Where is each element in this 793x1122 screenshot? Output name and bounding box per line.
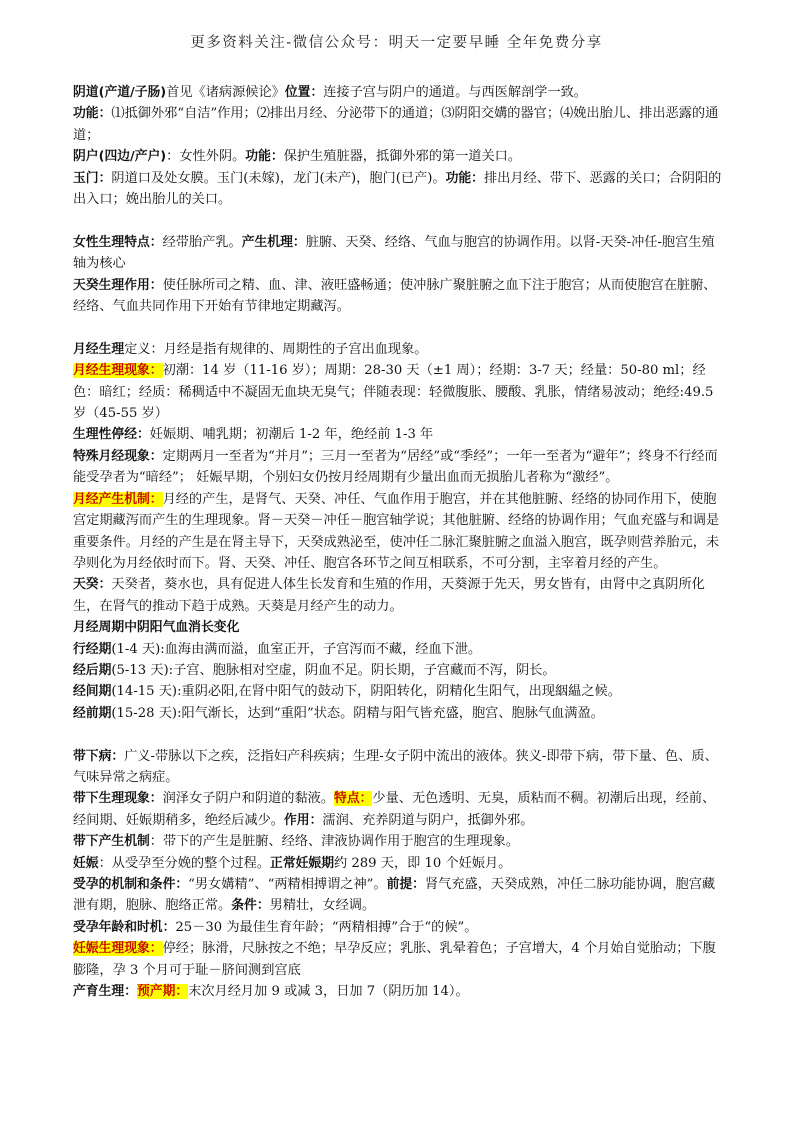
term-label: 月经生理 — [73, 341, 125, 357]
paragraph — [73, 639, 723, 660]
term-label: 阴道(产道/子肠) — [73, 85, 167, 100]
paragraph — [73, 82, 723, 103]
body-text: 肾气充盛，天癸成熟，冲任二脉功能协调，胞宫藏泄有期，胞脉、胞络正常。 — [73, 876, 716, 914]
highlighted-term: 特点： — [334, 791, 373, 807]
term-label: 作用： — [284, 812, 323, 828]
body-text: 少量、无色透明、无臭，质粘而不稠。初潮后出现，经前、经间期、妊娠期稍多，绝经后减少。 — [73, 791, 716, 828]
paragraph — [73, 232, 723, 275]
body-text: (1-4 天):血海由满而溢，血室正开，子宫泻而不藏，经血下泄。 — [111, 641, 482, 657]
term-label: 天癸生理作用： — [73, 277, 163, 293]
body-text: 定义：月经是指有规律的、周期性的子宫出血现象。 — [124, 341, 428, 357]
body-text: 排出月经、带下、恶露的关口；合阴阳的出入口；娩出胎儿的关口。 — [73, 170, 722, 208]
body-text: (5-13 天):子宫、胞脉相对空虚，阴血不足。阴长期，子宫藏而不泻，阴长。 — [111, 662, 556, 678]
term-label: 功能： — [73, 106, 112, 122]
paragraph — [73, 360, 723, 424]
term-label: 带下生理现象： — [73, 791, 163, 807]
term-label: 特殊月经现象： — [73, 448, 163, 464]
term-label: 带下产生机制 — [73, 834, 150, 850]
body-text: 停经；脉滑，尺脉按之不绝；早孕反应；乳胀、乳晕着色；子宫增大，4 个月始自觉胎动；下腹膨隆，孕 3 个月可于耻－脐间测到宫底 — [73, 941, 716, 978]
body-text: 定期两月一至者为“并月”；三月一至者为“居经”或“季经”；一年一至者为“避年”；终身不行经而能受孕者为“暗经”； 妊娠早期，个别妇女仍按月经周期有少量出血而无损胎儿者称为“激经”。 — [73, 448, 718, 486]
body-text: 男精壮，女经调。 — [269, 898, 376, 914]
highlighted-term: 预产期： — [136, 984, 189, 1000]
term-label: 阴户(四边/产户) — [73, 149, 167, 165]
term-label: 受孕的机制和条件： — [73, 876, 189, 892]
term-label: 妊娠 — [73, 855, 99, 871]
paragraph — [73, 424, 723, 445]
body-text: 月经的产生，是肾气、天癸、冲任、气血作用于胞宫，并在其他脏腑、经络的协同作用下，使胞宫定期藏泻而产生的生理现象。肾－天癸－冲任－胞宫轴学说；其他脏腑、经络的协调作用；气血充盛与和调是重要条件。月经的产生是在肾主导下，天癸成熟泌至，使冲任二脉汇聚脏腑之血溢入胞宫，既孕则营养胎元，未孕则化为月经依时而下。肾、天癸、冲任、胞宫各环节之间互相联系，不可分割，主宰着月经的产生。 — [73, 491, 720, 571]
body-text: 濡润、充养阴道与阴户，抵御外邪。 — [322, 812, 534, 828]
term-label: 产生机理： — [241, 234, 306, 250]
term-label: 产育生理： — [73, 984, 137, 1000]
body-text: 末次月经月加 9 或减 3，日加 7（阴历加 14）。 — [188, 984, 469, 1000]
term-label: 女性生理特点： — [73, 234, 163, 250]
term-label: 经后期 — [73, 662, 112, 678]
term-label: 生理性停经： — [73, 427, 150, 443]
paragraph — [73, 981, 723, 1002]
term-label: 玉门： — [73, 170, 112, 186]
paragraph — [73, 617, 723, 638]
body-text: 脏腑、天癸、经络、气血与胞宫的协调作用。以肾-天癸-冲任-胞宫生殖轴为核心 — [73, 234, 715, 272]
paragraph-gap — [73, 317, 723, 338]
body-text: 25－30 为最佳生育年龄；“两精相搏”合于“的候”。 — [175, 919, 478, 935]
body-text: 天癸者，葵水也，具有促进人体生长发育和生殖的作用，天葵源于先天，男女皆有，由肾中之真阴所化生，在肾气的推动下趋于成熟。天葵是月经产生的动力。 — [73, 577, 705, 614]
term-label: 经前期 — [73, 705, 112, 721]
term-label: 功能： — [245, 149, 284, 165]
paragraph-gap — [73, 210, 723, 231]
term-label: 月经周期中阴阳气血消长变化 — [73, 620, 240, 636]
body-text: 约 289 天，即 10 个妊娠月。 — [334, 855, 512, 871]
highlighted-term: 月经产生机制： — [73, 491, 163, 507]
term-label: 前提： — [386, 876, 425, 892]
body-text: 使任脉所司之精、血、津、液旺盛畅通；使冲脉广聚脏腑之血下注于胞宫；从而使胞宫在脏腑、经络、气血共同作用下开始有节律地定期藏泻。 — [73, 277, 717, 315]
paragraph — [73, 574, 723, 617]
term-label: 正常妊娠期 — [270, 855, 335, 871]
term-label: 位置： — [284, 85, 324, 100]
paragraph — [73, 168, 723, 211]
paragraph — [73, 853, 723, 874]
body-text: ⑴抵御外邪“自洁”作用；⑵排出月经、分泌带下的通道；⑶阴阳交媾的器官；⑷娩出胎儿、排出恶露的通道； — [73, 106, 719, 143]
paragraph — [73, 788, 723, 831]
body-text: 首见《诸病源候论》 — [166, 85, 285, 100]
body-text: 连接子宫与阴户的通道。与西医解剖学一致。 — [323, 85, 587, 100]
paragraph — [73, 746, 723, 789]
paragraph — [73, 831, 723, 852]
term-label: 带下病： — [73, 748, 125, 764]
body-text: “男女媾精”、“两精相搏谓之神”。 — [188, 876, 387, 892]
term-label: 天癸： — [73, 577, 112, 593]
body-text: ：女性外阴。 — [166, 149, 246, 165]
paragraph — [73, 660, 723, 681]
body-text: 阴道口及处女膜。玉门(未嫁)，龙门(未产)，胞门(已产)。 — [111, 170, 446, 186]
paragraph — [73, 339, 723, 360]
term-label: 条件： — [231, 898, 270, 914]
term-label: 经间期 — [73, 684, 112, 700]
body-text: (15-28 天):阳气渐长，达到“重阳”状态。阴精与阳气皆充盛，胞宫、胞脉气血满盈。 — [111, 705, 604, 721]
body-text: ：从受孕至分娩的整个过程。 — [98, 855, 271, 871]
highlighted-term: 月经生理现象： — [73, 363, 163, 379]
body-text: 保护生殖脏器，抵御外邪的第一道关口。 — [283, 149, 522, 165]
body-text: 经带胎产乳。 — [162, 234, 242, 250]
paragraph — [73, 446, 723, 489]
term-label: 受孕年龄和时机： — [73, 919, 176, 935]
paragraph — [73, 275, 723, 318]
body-text: ：带下的产生是脏腑、经络、津液协调作用于胞宫的生理现象。 — [149, 834, 520, 850]
paragraph — [73, 938, 723, 981]
term-label: 行经期 — [73, 641, 112, 657]
body-text: (14-15 天):重阴必阳,在肾中阳气的鼓动下，阴阳转化，阴精化生阳气，出现絪緼之候。 — [111, 684, 621, 700]
body-text: 广义-带脉以下之疾，泛指妇产科疾病；生理-女子阴中流出的液体。狭义-即带下病，带下量、色、质、气味异常之病症。 — [73, 748, 718, 785]
paragraph — [73, 917, 723, 938]
paragraph — [73, 103, 723, 146]
highlighted-term: 妊娠生理现象： — [73, 941, 163, 957]
paragraph — [73, 703, 723, 724]
body-text: 润泽女子阴户和阴道的黏液。 — [162, 791, 335, 807]
paragraph — [73, 489, 723, 575]
document-body — [73, 82, 723, 1002]
body-text: 妊娠期、哺乳期；初潮后 1-2 年，绝经前 1-3 年 — [149, 427, 434, 443]
term-label: 功能： — [445, 170, 484, 186]
paragraph — [73, 874, 723, 917]
paragraph-gap — [73, 724, 723, 745]
page-header: 更多资料关注-微信公众号：明天一定要早睡 全年免费分享 — [190, 35, 603, 51]
body-text: 初潮：14 岁（11-16 岁）；周期：28-30 天（±1 周）；经期：3-7 天；经量：50-80 ml；经色：暗红；经质：稀稠适中不凝固无血块无臭气；伴随表现：轻微腹胀、腰酸、乳胀，情绪易波动；绝经:49.5 岁（45-55 岁） — [73, 363, 714, 422]
paragraph — [73, 146, 723, 167]
paragraph — [73, 681, 723, 702]
